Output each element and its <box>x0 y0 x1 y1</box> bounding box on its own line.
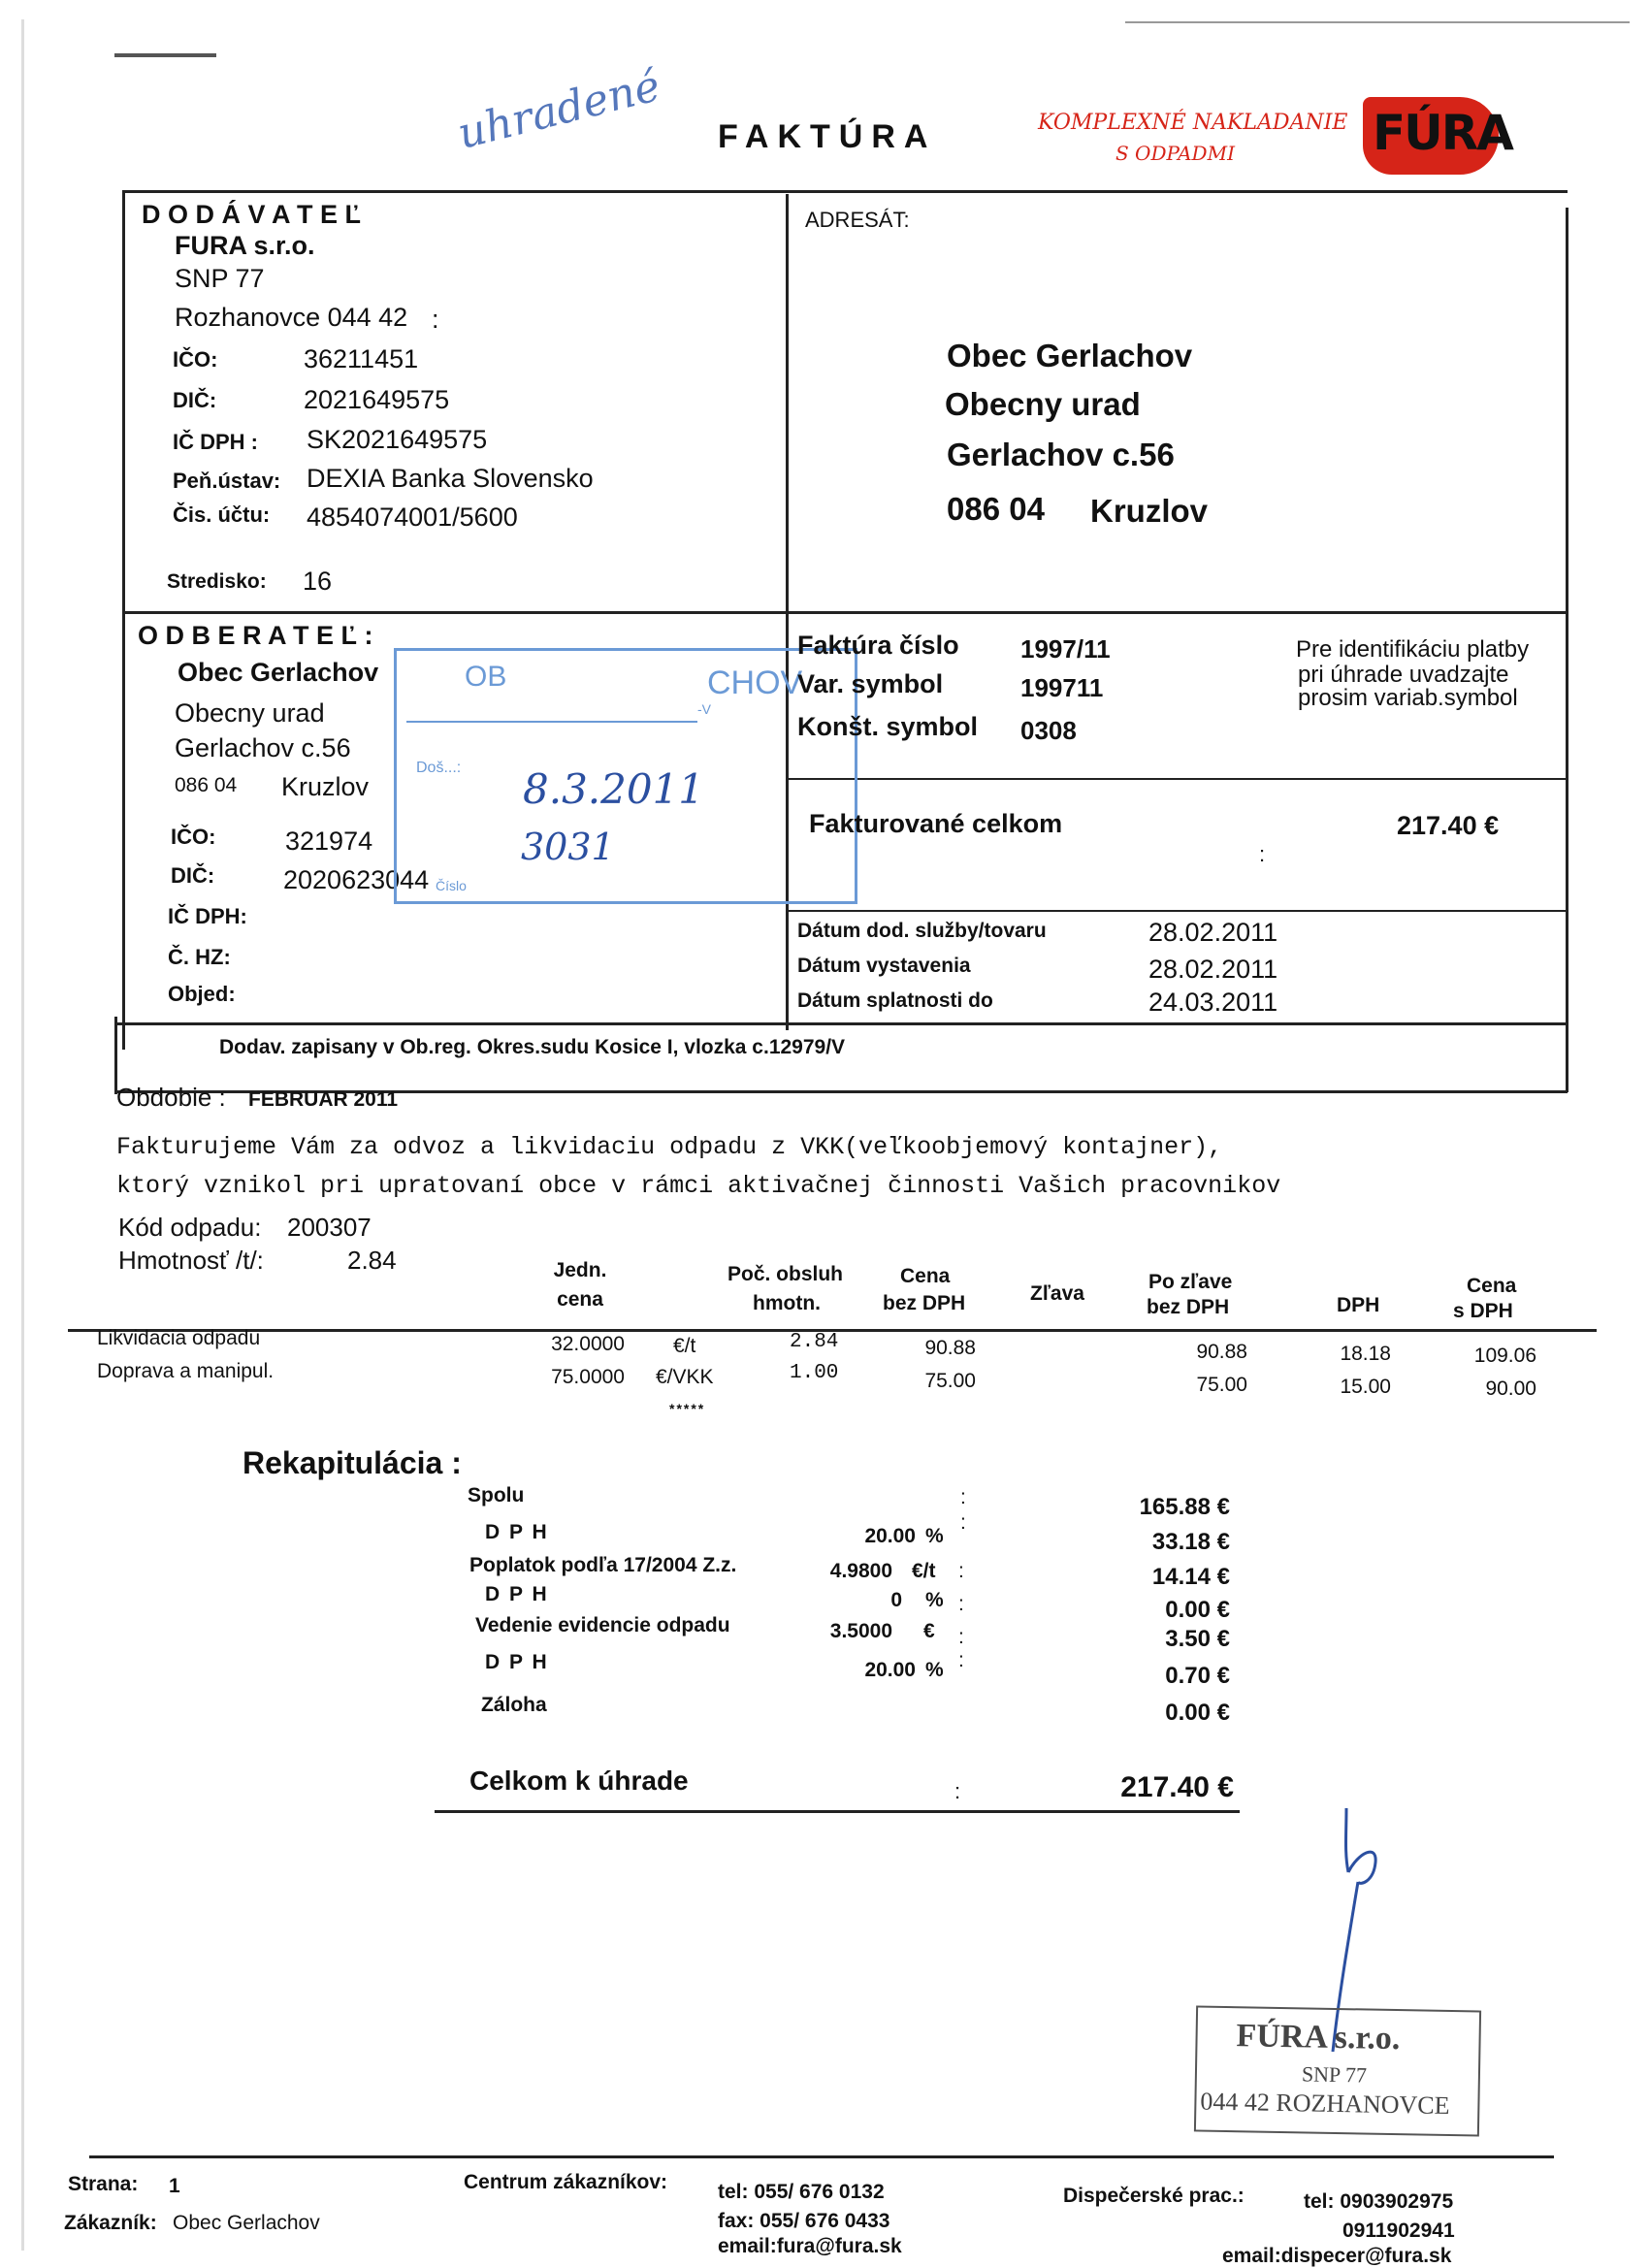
footer-center-label: Centrum zákazníkov: <box>464 2171 668 2193</box>
table-end-stars: ***** <box>669 1401 706 1416</box>
recap-total-label: Celkom k úhrade <box>469 1766 689 1796</box>
receipt-stamp-text-small: -V <box>697 701 711 717</box>
row1-after: 90.88 <box>1196 1341 1247 1363</box>
col-after-h1: Po zľave <box>1148 1271 1233 1293</box>
supplier-account-value: 4854074001/5600 <box>307 502 518 532</box>
receipt-stamp-text-left: OB <box>465 661 507 693</box>
header-box-row2 <box>786 778 1568 780</box>
supplier-bank-value: DEXIA Banka Slovensko <box>307 464 594 493</box>
col-total-h2: s DPH <box>1453 1300 1513 1322</box>
logo-slogan-line2: S ODPADMI <box>1116 142 1235 165</box>
row2-unit-price: 75.0000 <box>551 1366 625 1388</box>
recap-row5-label: Vedenie evidencie odpadu <box>475 1614 730 1636</box>
logo <box>1038 97 1523 184</box>
footer-center-fax: fax: 055/ 676 0433 <box>718 2210 890 2232</box>
customer-zip: 086 04 <box>175 774 238 796</box>
col-total-h1: Cena <box>1467 1275 1517 1297</box>
handwritten-paid-note: uhradené <box>452 61 665 159</box>
customer-order-label: Objed: <box>168 982 236 1006</box>
footer-dispatch-tel2: 0911902941 <box>1342 2219 1455 2242</box>
header-box-row3 <box>786 910 1568 912</box>
addressee-heading: ADRESÁT: <box>805 208 910 232</box>
recap-row5-colon: : <box>958 1626 964 1648</box>
row1-vat: 18.18 <box>1340 1343 1391 1365</box>
recap-row5-value: 3.50 € <box>1165 1626 1230 1652</box>
invoiced-total-colon: : <box>1259 842 1266 866</box>
customer-ico-label: IČO: <box>171 825 216 849</box>
document-title: FAKTÚRA <box>718 118 937 155</box>
invoice-number-label: Faktúra číslo <box>797 631 959 660</box>
supplier-dic-value: 2021649575 <box>304 385 450 414</box>
left-edge-line <box>21 19 24 2251</box>
supplier-ico-label: IČO: <box>173 347 218 372</box>
recap-row3-unit: €/t <box>912 1560 936 1582</box>
payment-note-line1: Pre identifikáciu platby <box>1296 636 1530 663</box>
company-stamp-line1: FÚRA s.r.o. <box>1236 2018 1401 2057</box>
weight-value: 2.84 <box>347 1246 397 1275</box>
customer-hz-label: Č. HZ: <box>168 945 231 969</box>
recap-row1-label: Spolu <box>468 1484 525 1507</box>
recap-row3-colon: : <box>958 1560 964 1582</box>
date-due-value: 24.03.2011 <box>1148 988 1278 1017</box>
col-discount-h: Zľava <box>1030 1282 1084 1305</box>
addressee-line1: Obec Gerlachov <box>947 338 1193 373</box>
customer-ico-value: 321974 <box>285 826 373 856</box>
invoiced-total-label: Fakturované celkom <box>809 809 1063 838</box>
addressee-city: Kruzlov <box>1090 493 1209 529</box>
footer-dispatch-tel1: tel: 0903902975 <box>1304 2190 1454 2213</box>
recap-row4-rate: 0 <box>890 1589 902 1611</box>
recap-row1-colon: : <box>960 1486 966 1508</box>
supplier-account-label: Čis. účtu: <box>173 502 271 527</box>
col-price-h1: Cena <box>900 1265 951 1287</box>
row1-price: 90.88 <box>924 1337 976 1359</box>
recap-heading: Rekapitulácia : <box>242 1445 462 1480</box>
date-delivery-label: Dátum dod. služby/tovaru <box>797 920 1047 942</box>
date-issue-value: 28.02.2011 <box>1148 955 1278 984</box>
customer-dic-value: 2020623044 <box>283 865 430 894</box>
recap-total-colon: : <box>954 1779 961 1803</box>
recap-row6-rate: 20.00 <box>864 1659 916 1681</box>
supplier-street: SNP 77 <box>175 264 265 293</box>
recap-row7-label: Záloha <box>481 1694 547 1716</box>
supplier-name: FURA s.r.o. <box>175 231 315 260</box>
recap-row3-rate: 4.9800 <box>829 1560 892 1582</box>
row1-unit: €/t <box>673 1335 696 1357</box>
footer-page-label: Strana: <box>68 2173 139 2195</box>
supplier-heading: D O D Á V A T E Ľ <box>142 200 362 229</box>
recap-row6-unit: % <box>925 1659 944 1681</box>
supplier-stredisko-label: Stredisko: <box>167 570 267 593</box>
customer-icdph-label: IČ DPH: <box>168 904 247 928</box>
register-note: Dodav. zapisany v Ob.reg. Okres.sudu Kosice I, vlozka c.12979/V <box>219 1036 846 1058</box>
recap-total-value: 217.40 € <box>1120 1771 1234 1803</box>
recap-row2-unit: % <box>925 1525 944 1547</box>
logo-brand: FÚRA <box>1373 105 1512 161</box>
recap-row6-label: D P H <box>485 1651 549 1673</box>
customer-heading: O D B E R A T E Ľ : <box>138 621 373 650</box>
col-unit-price-h2: cena <box>557 1288 603 1311</box>
recap-row3-label: Poplatok podľa 17/2004 Z.z. <box>469 1554 737 1576</box>
customer-city: Kruzlov <box>281 772 370 801</box>
row2-after: 75.00 <box>1196 1374 1247 1396</box>
footer-customer-label: Zákazník: <box>64 2212 157 2234</box>
receipt-stamp <box>394 648 857 904</box>
col-price-h2: bez DPH <box>883 1292 966 1314</box>
konst-symbol-label: Konšt. symbol <box>797 712 979 741</box>
header-box-right <box>1566 208 1568 1092</box>
top-left-mark <box>114 53 216 57</box>
col-after-h2: bez DPH <box>1147 1296 1230 1318</box>
recap-row4-value: 0.00 € <box>1165 1597 1230 1623</box>
supplier-city: Rozhanovce 044 42 <box>175 303 408 332</box>
date-due-label: Dátum splatnosti do <box>797 989 993 1012</box>
receipt-stamp-number: 3031 <box>521 826 615 868</box>
period-value: FEBRUAR 2011 <box>248 1088 399 1111</box>
top-right-line <box>1125 21 1630 23</box>
header-box-top <box>122 190 1568 193</box>
recap-row6-value: 0.70 € <box>1165 1663 1230 1689</box>
recap-row7-value: 0.00 € <box>1165 1700 1230 1726</box>
footer-dispatch-email: email:dispecer@fura.sk <box>1222 2245 1452 2267</box>
konst-symbol-value: 0308 <box>1020 716 1077 745</box>
supplier-city-colon: : <box>432 305 439 334</box>
invoice-number-value: 1997/11 <box>1020 634 1111 664</box>
supplier-ico-value: 36211451 <box>304 344 419 373</box>
recap-row2-label: D P H <box>485 1521 549 1543</box>
date-delivery-value: 28.02.2011 <box>1148 918 1278 947</box>
customer-dic-label: DIČ: <box>171 863 215 888</box>
receipt-stamp-label1: Doš...: <box>416 760 462 776</box>
row2-name: Doprava a manipul. <box>97 1360 275 1382</box>
receipt-stamp-date: 8.3.2011 <box>523 765 705 813</box>
recap-row3-value: 14.14 € <box>1151 1564 1230 1590</box>
supplier-dic-label: DIČ: <box>173 388 217 412</box>
company-stamp-line3: 044 42 ROZHANOVCE <box>1200 2087 1450 2121</box>
footer-line <box>89 2155 1554 2158</box>
recap-row5-rate: 3.5000 <box>829 1620 892 1642</box>
col-unit-price-h1: Jedn. <box>553 1259 607 1281</box>
header-box-row1 <box>122 611 1568 614</box>
row2-total: 90.00 <box>1485 1377 1536 1400</box>
header-box-left <box>122 190 125 1050</box>
footer-dispatch-label: Dispečerské prac.: <box>1063 2185 1245 2207</box>
customer-line3: Gerlachov c.56 <box>175 733 351 762</box>
waste-code-value: 200307 <box>287 1213 372 1242</box>
recap-row2-rate: 20.00 <box>864 1525 916 1547</box>
recap-row4-colon: : <box>958 1593 964 1615</box>
invoiced-total-value: 217.40 € <box>1397 811 1500 840</box>
recap-row6-colon: : <box>958 1649 964 1671</box>
company-stamp-line2: SNP 77 <box>1301 2061 1368 2088</box>
col-count-h1: Poč. obsluh <box>728 1263 844 1285</box>
company-stamp <box>1194 2005 1481 2136</box>
footer-center-tel: tel: 055/ 676 0132 <box>718 2181 885 2203</box>
row1-name: Likvidacia odpadu <box>97 1327 261 1349</box>
payment-note-line3: prosim variab.symbol <box>1298 685 1518 711</box>
supplier-icdph-value: SK2021649575 <box>307 425 488 454</box>
addressee-line2: Obecny urad <box>945 386 1141 422</box>
receipt-stamp-text-right: CHOV <box>707 664 803 701</box>
supplier-stredisko-value: 16 <box>303 567 333 596</box>
footer-center-email: email:fura@fura.sk <box>718 2235 902 2257</box>
footer-page-value: 1 <box>169 2175 180 2197</box>
description-line2: ktorý vznikol pri upratovaní obce v rámci aktivačnej činnosti Vašich pracovnikov <box>116 1172 1281 1200</box>
receipt-stamp-line <box>406 721 697 723</box>
waste-code-label: Kód odpadu: <box>118 1213 262 1242</box>
date-issue-label: Dátum vystavenia <box>797 955 971 977</box>
description-line1: Fakturujeme Vám za odvoz a likvidaciu odpadu z VKK(veľkoobjemový kontajner), <box>116 1133 1223 1161</box>
row2-qty: 1.00 <box>790 1362 839 1384</box>
recap-row2-value: 33.18 € <box>1151 1529 1230 1555</box>
row1-unit-price: 32.0000 <box>551 1333 625 1355</box>
addressee-zip: 086 04 <box>947 491 1045 527</box>
receipt-stamp-label2: Číslo <box>436 878 467 893</box>
recap-row1-value: 165.88 € <box>1139 1494 1230 1520</box>
recap-row4-label: D P H <box>485 1583 549 1605</box>
row1-total: 109.06 <box>1473 1345 1536 1367</box>
weight-label: Hmotnosť /t/: <box>118 1246 264 1275</box>
footer-customer-value: Obec Gerlachov <box>173 2212 320 2234</box>
var-symbol-label: Var. symbol <box>797 669 944 698</box>
recap-row4-unit: % <box>925 1589 944 1611</box>
recap-row2-colon: : <box>960 1511 966 1534</box>
recap-total-underline <box>435 1810 1240 1813</box>
row2-price: 75.00 <box>924 1370 976 1392</box>
payment-note-line2: pri úhrade uvadzajte <box>1298 662 1509 688</box>
period-label: Obdobie : <box>116 1083 226 1112</box>
addressee-line3: Gerlachov c.56 <box>947 437 1175 472</box>
supplier-icdph-label: IČ DPH : <box>173 430 258 454</box>
var-symbol-value: 199711 <box>1020 673 1104 702</box>
col-vat-h: DPH <box>1337 1294 1380 1316</box>
col-count-h2: hmotn. <box>753 1292 821 1314</box>
supplier-bank-label: Peň.ústav: <box>173 469 281 493</box>
row1-qty: 2.84 <box>790 1331 839 1353</box>
customer-line2: Obecny urad <box>175 698 325 728</box>
header-box-row4 <box>116 1022 1568 1025</box>
customer-name: Obec Gerlachov <box>178 658 379 687</box>
row2-vat: 15.00 <box>1340 1376 1391 1398</box>
recap-row5-unit: € <box>923 1620 935 1642</box>
row2-unit: €/VKK <box>656 1366 714 1388</box>
logo-slogan-line1: KOMPLEXNÉ NAKLADANIE <box>1038 111 1348 135</box>
